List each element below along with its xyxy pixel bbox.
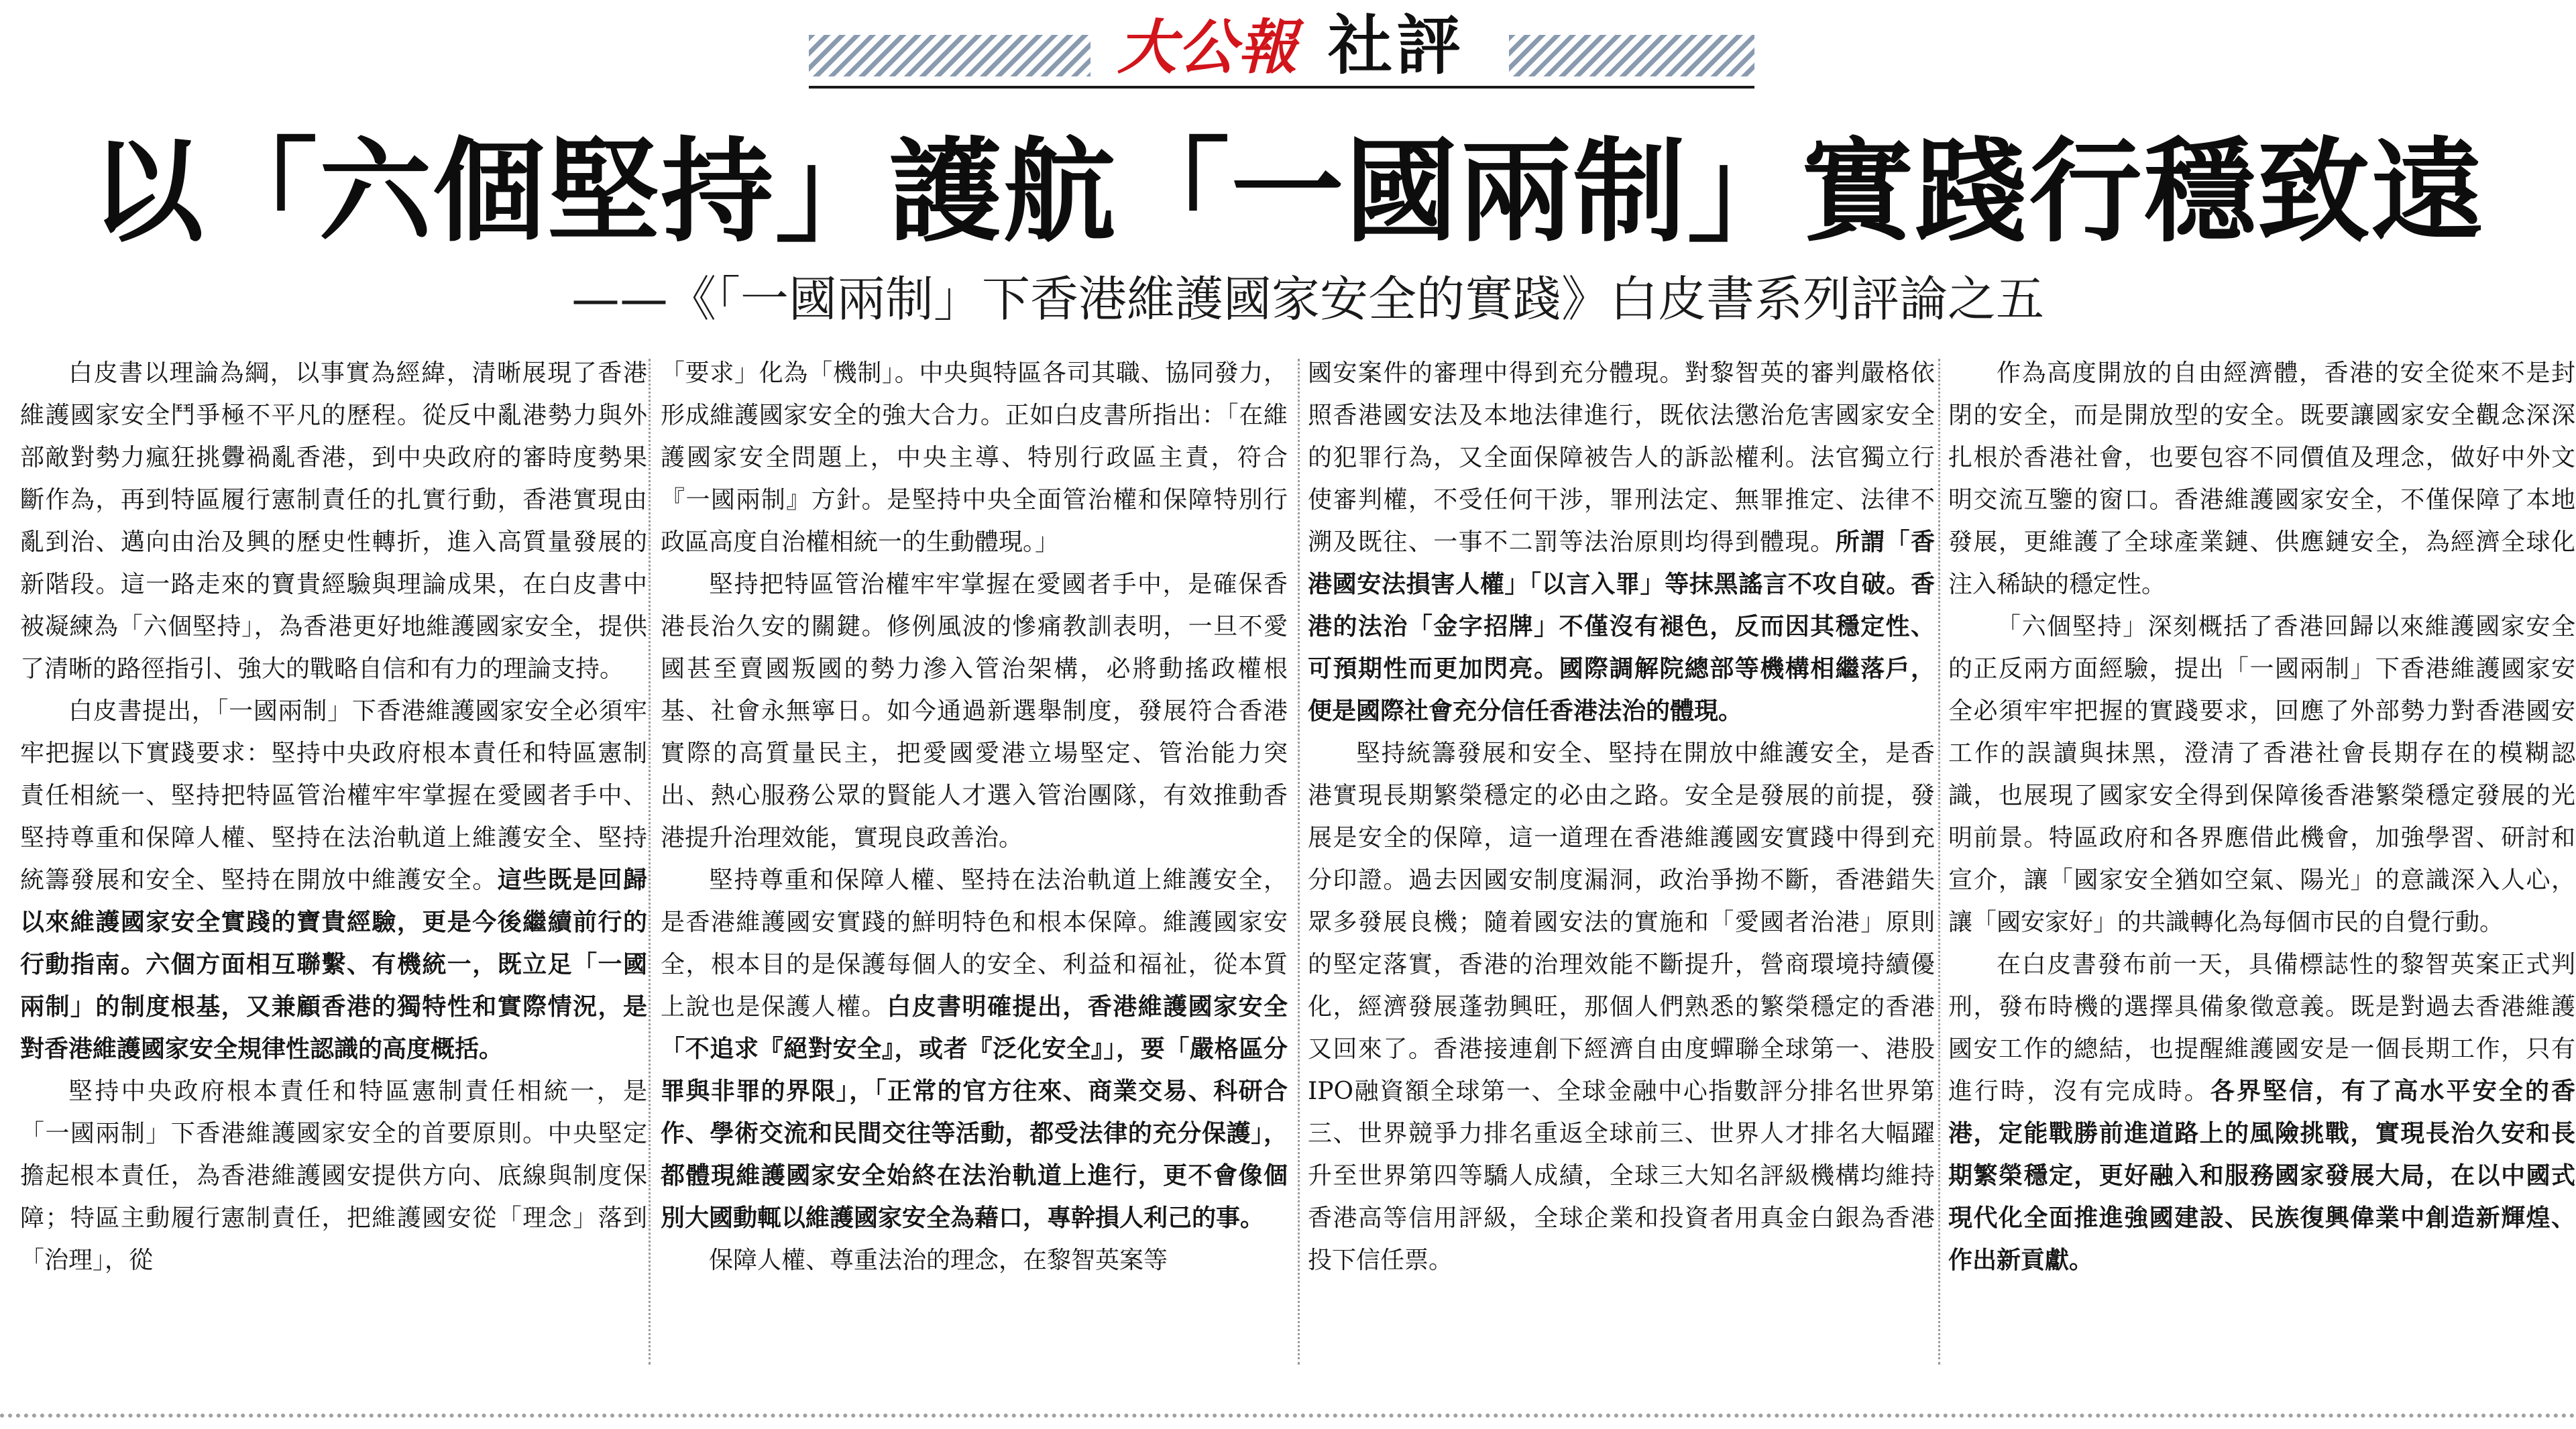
paragraph: 堅持把特區管治權牢牢掌握在愛國者手中，是確保香港長治久安的關鍵。修例風波的慘痛教訓表明，一旦不愛國甚至賣國叛國的勢力滲入管治架構，必將動搖政權根基、社會永無寧日。如今通過新選舉制度，發展符合香港實際的高質量民主，把愛國愛港立場堅定、管治能力突出、熱心服務公眾的賢能人才選入管治團隊，有效推動香港提升治理效能，實現良政善治。 bbox=[661, 571, 1288, 852]
paragraph: 白皮書以理論為綱，以事實為經緯，清晰展現了香港維護國家安全鬥爭極不平凡的歷程。從反中亂港勢力與外部敵對勢力瘋狂挑釁禍亂香港，到中央政府的審時度勢果斷作為，再到特區履行憲制責任的扎實行動，香港實現由亂到治、邁向由治及興的歷史性轉折，進入高質量發展的新階段。這一路走來的寶貴經驗與理論成果，在白皮書中被凝練為「六個堅持」，為香港更好地維護國家安全，提供了清晰的路徑指引、強大的戰略自信和有力的理論支持。 bbox=[20, 359, 647, 683]
column-name: 社評 bbox=[1328, 7, 1465, 83]
article-column-4 bbox=[1948, 352, 2575, 1371]
paragraph: 堅持中央政府根本責任和特區憲制責任相統一，是「一國兩制」下香港維護國家安全的首要原則。中央堅定擔起根本責任，為香港維護國安提供方向、底線與制度保障；特區主動履行憲制責任，把維護國安從「理念」落到「治理」，從 bbox=[20, 1078, 647, 1274]
bold-emphasis: 白皮書明確提出，香港維護國家安全「不追求『絕對安全』，或者『泛化安全』」，要「嚴格區分罪與非罪的界限」，「正常的官方往來、商業交易、科研合作、學術交流和民間交往等活動，都受法律的充分保護」，都體現維護國家安全始終在法治軌道上進行，更不會像個別大國動輒以維護國家安全為藉口，專幹損人利己的事。 bbox=[661, 993, 1288, 1232]
column-separator bbox=[1298, 359, 1300, 1365]
paragraph: 「要求」化為「機制」。中央與特區各司其職、協同發力，形成維護國家安全的強大合力。正如白皮書所指出：「在維護國家安全問題上，中央主導、特別行政區主責，符合『一國兩制』方針。是堅持中央全面管治權和保障特別行政區高度自治權相統一的生動體現。」 bbox=[661, 359, 1288, 556]
paragraph: 作為高度開放的自由經濟體，香港的安全從來不是封閉的安全，而是開放型的安全。既要讓國家安全觀念深深扎根於香港社會，也要包容不同價值及理念，做好中外文明交流互鑒的窗口。香港維護國家安全，不僅保障了本地發展，更維護了全球產業鏈、供應鏈安全，為經濟全球化注入稀缺的穩定性。 bbox=[1948, 359, 2575, 598]
newspaper-logo: 大公報 bbox=[1117, 12, 1298, 82]
paragraph: 在白皮書發布前一天，具備標誌性的黎智英案正式判刑，發布時機的選擇具備象徵意義。既是對過去香港維護國安工作的總結，也提醒維護國安是一個長期工作，只有進行時，沒有完成時。各界堅信，有了高水平安全的香港，定能戰勝前進道路上的風險挑戰，實現長治久安和長期繁榮穩定，更好融入和服務國家發展大局，在以中國式現代化全面推進強國建設、民族復興偉業中創造新輝煌、作出新貢獻。 bbox=[1948, 951, 2575, 1274]
article-column-1 bbox=[20, 352, 647, 1371]
subheadline: ——《「一國兩制」下香港維護國家安全的實踐》白皮書系列評論之五 bbox=[571, 271, 2044, 327]
masthead-hatch-left bbox=[809, 35, 1090, 76]
paragraph: 保障人權、尊重法治的理念，在黎智英案等 bbox=[709, 1247, 1168, 1274]
paragraph: 白皮書提出，「一國兩制」下香港維護國家安全必須牢牢把握以下實踐要求：堅持中央政府根本責任和特區憲制責任相統一、堅持把特區管治權牢牢掌握在愛國者手中、堅持尊重和保障人權、堅持在法治軌道上維護安全、堅持統籌發展和安全、堅持在開放中維護安全。這些既是回歸以來維護國家安全實踐的寶貴經驗，更是今後繼續前行的行動指南。六個方面相互聯繫、有機統一，既立足「一國兩制」的制度根基，又兼顧香港的獨特性和實際情況，是對香港維護國家安全規律性認識的高度概括。 bbox=[20, 697, 647, 1063]
masthead-hatch-right bbox=[1509, 35, 1754, 76]
bold-emphasis: 這些既是回歸以來維護國家安全實踐的寶貴經驗，更是今後繼續前行的行動指南。六個方面相互聯繫、有機統一，既立足「一國兩制」的制度根基，又兼顧香港的獨特性和實際情況，是對香港維護國家安全規律性認識的高度概括。 bbox=[20, 866, 647, 1063]
column-separator bbox=[649, 359, 651, 1365]
paragraph: 堅持統籌發展和安全、堅持在開放中維護安全，是香港實現長期繁榮穩定的必由之路。安全是發展的前提，發展是安全的保障，這一道理在香港維護國安實踐中得到充分印證。過去因國安制度漏洞，政治爭拗不斷，香港錯失眾多發展良機；隨着國安法的實施和「愛國者治港」原則的堅定落實，香港的治理效能不斷提升，營商環境持續優化，經濟發展蓬勃興旺，那個人們熟悉的繁榮穩定的香港又回來了。香港接連創下經濟自由度蟬聯全球第一、港股IPO融資額全球第一、全球金融中心指數評分排名世界第三、世界競爭力排名重返全球前三、世界人才排名大幅躍升至世界第四等驕人成績，全球三大知名評級機構均維持香港高等信用評級，全球企業和投資者用真金白銀為香港投下信任票。 bbox=[1308, 740, 1935, 1274]
paragraph: 「六個堅持」深刻概括了香港回歸以來維護國家安全的正反兩方面經驗，提出「一國兩制」下香港維護國家安全必須牢牢把握的實踐要求，回應了外部勢力對香港國安工作的誤讀與抹黑，澄清了香港社會長期存在的模糊認識，也展現了國家安全得到保障後香港繁榮穩定發展的光明前景。特區政府和各界應借此機會，加強學習、研討和宣介，讓「國家安全猶如空氣、陽光」的意識深入人心，讓「國安家好」的共識轉化為每個市民的自覺行動。 bbox=[1948, 613, 2575, 936]
article-column-2 bbox=[661, 352, 1288, 1371]
masthead-rule bbox=[809, 86, 1754, 89]
column-separator bbox=[1938, 359, 1940, 1365]
article-column-3 bbox=[1308, 352, 1935, 1371]
bold-emphasis: 各界堅信，有了高水平安全的香港，定能戰勝前進道路上的風險挑戰，實現長治久安和長期繁榮穩定，更好融入和服務國家發展大局，在以中國式現代化全面推進強國建設、民族復興偉業中創造新輝煌、作出新貢獻。 bbox=[1948, 1078, 2575, 1274]
headline: 以「六個堅持」護航「一國兩制」實踐行穩致遠 bbox=[91, 126, 2485, 258]
bold-emphasis: 所謂「香港國安法損害人權」「以言入罪」等抹黑謠言不攻自破。香港的法治「金字招牌」不僅沒有褪色，反而因其穩定性、可預期性而更加閃亮。國際調解院總部等機構相繼落戶，便是國際社會充分信任香港法治的體現。 bbox=[1308, 528, 1935, 725]
paragraph: 國安案件的審理中得到充分體現。對黎智英的審判嚴格依照香港國安法及本地法律進行，既依法懲治危害國家安全的犯罪行為，又全面保障被告人的訴訟權利。法官獨立行使審判權，不受任何干涉，罪刑法定、無罪推定、法律不溯及既往、一事不二罰等法治原則均得到體現。所謂「香港國安法損害人權」「以言入罪」等抹黑謠言不攻自破。香港的法治「金字招牌」不僅沒有褪色，反而因其穩定性、可預期性而更加閃亮。國際調解院總部等機構相繼落戶，便是國際社會充分信任香港法治的體現。 bbox=[1308, 359, 1935, 725]
bottom-dotted-rule bbox=[0, 1414, 2576, 1418]
paragraph: 堅持尊重和保障人權、堅持在法治軌道上維護安全，是香港維護國安實踐的鮮明特色和根本保障。維護國家安全，根本目的是保護每個人的安全、利益和福祉，從本質上說也是保護人權。白皮書明確提出，香港維護國家安全「不追求『絕對安全』，或者『泛化安全』」，要「嚴格區分罪與非罪的界限」，「正常的官方往來、商業交易、科研合作、學術交流和民間交往等活動，都受法律的充分保護」，都體現維護國家安全始終在法治軌道上進行，更不會像個別大國動輒以維護國家安全為藉口，專幹損人利己的事。 bbox=[661, 866, 1288, 1232]
